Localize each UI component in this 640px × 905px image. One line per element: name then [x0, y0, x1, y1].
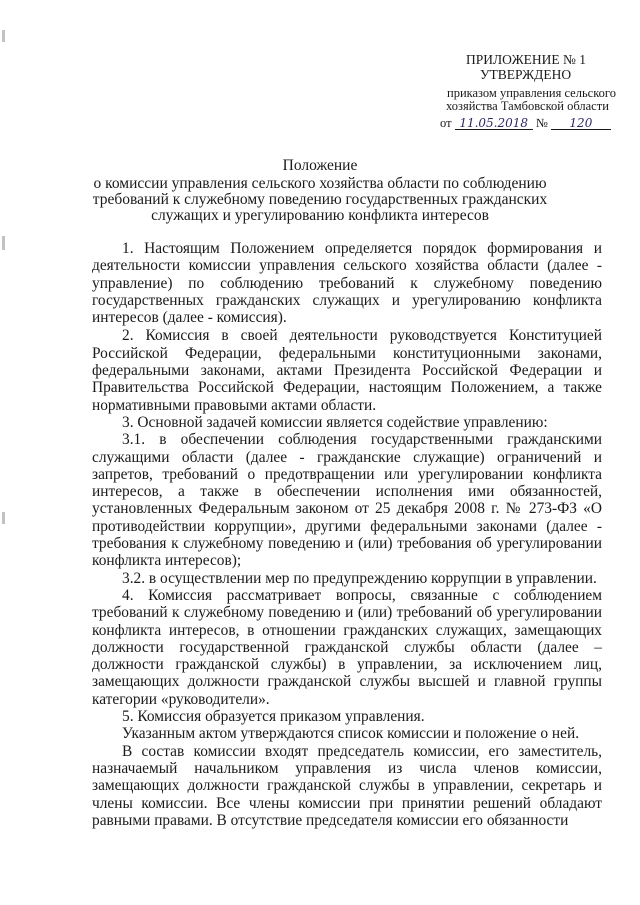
- document-subtitle-line-3: служащих и урегулированию конфликта интересов: [151, 207, 489, 224]
- paragraph: 5. Комиссия образуется приказом управления.: [122, 708, 425, 726]
- document-title: Положение: [282, 157, 358, 174]
- paragraph: В состав комиссии входят председатель комиссии, его заместитель, назначаемый начальником управления из числа членов комиссии, замещающих должности гражданской службы в управлении, секретарь и члены комиссии. Все члены комиссии при принятии решений обладают равными правами. В отсутствие председателя комиссии его обязанности: [92, 742, 602, 829]
- paragraph: Указанным актом утверждаются список комиссии и положение о ней.: [122, 725, 580, 743]
- scan-mark: [2, 236, 5, 250]
- paragraph: 4. Комиссия рассматривает вопросы, связанные с соблюдением требований к служебному поведению и (или) требований об урегулировании конфликта интересов, в отношении гражданских служащих, замещающих должности государственной гражданской службы области (далее – должности гражданской службы) в управлении, за исключением лиц, замещающих должности гражданской службы высшей и главной группы категории «руководители».: [92, 586, 602, 708]
- order-line-2: хозяйства Тамбовской области: [446, 99, 609, 113]
- date-prefix: от: [440, 116, 452, 130]
- document-subtitle-line-1: о комиссии управления сельского хозяйства области по соблюдению: [93, 175, 547, 192]
- order-date-handwritten: 11.05.2018: [455, 117, 533, 130]
- document-body: [92, 240, 602, 829]
- paragraph: 3.1. в обеспечении соблюдения государственными гражданскими служащими области (далее - гражданские служащие) ограничений и запретов, требований о предотвращении или урегулировании конфликта интересов, а также в обеспечении исполнения ими обязанностей, установленных Федеральным законом от 25 декабря 2008 г. № 273-ФЗ «О противодействии коррупции», другими федеральными законами (далее - требования к служебному поведению и (или) требования об урегулировании конфликта интересов);: [92, 431, 602, 570]
- paragraph: 2. Комиссия в своей деятельности руководствуется Конституцией Российской Федерации, федеральными конституционными законами, федеральными законами, актами Президента Российской Федерации и Правительства Российской Федерации, настоящим Положением, а также нормативными правовыми актами области.: [92, 327, 602, 414]
- order-date-number-line: [440, 116, 611, 131]
- order-number-handwritten: 120: [551, 117, 611, 130]
- scan-mark: [2, 30, 5, 42]
- paragraph: 1. Настоящим Положением определяется порядок формирования и деятельности комиссии управления сельского хозяйства области (далее - управление) по соблюдению требований к служебному поведению государственных гражданских служащих и урегулированию конфликта интересов (далее - комиссия).: [92, 240, 602, 327]
- appendix-label: ПРИЛОЖЕНИЕ № 1: [466, 52, 587, 67]
- number-prefix: №: [535, 116, 548, 130]
- document-subtitle-line-2: требований к служебному поведению государственных гражданских: [92, 191, 548, 208]
- scan-mark: [2, 512, 5, 524]
- order-line-1: приказом управления сельского: [447, 86, 616, 100]
- paragraph: 3. Основной задачей комиссии является содействие управлению:: [122, 413, 548, 431]
- approved-label: УТВЕРЖДЕНО: [480, 67, 572, 82]
- paragraph: 3.2. в осуществлении мер по предупреждению коррупции в управлении.: [122, 569, 597, 587]
